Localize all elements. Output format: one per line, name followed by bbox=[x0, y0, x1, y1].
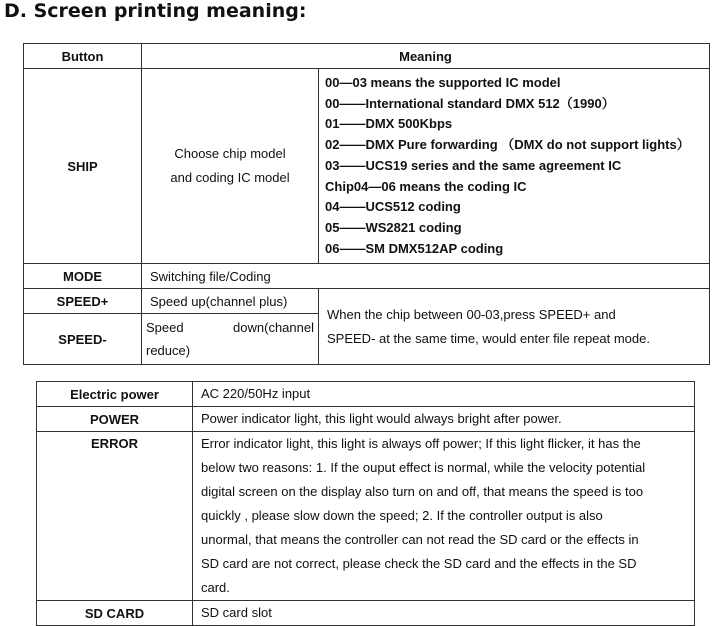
error-line: quickly , please slow down the speed; 2. If the controller output is also bbox=[201, 508, 603, 523]
electric-label: Electric power bbox=[37, 382, 193, 407]
error-line: digital screen on the display also turn on and off, that means the speed is too bbox=[201, 484, 644, 499]
speed-minus-word: Speed bbox=[146, 320, 184, 336]
table-row-error bbox=[37, 432, 695, 601]
ship-desc-line: and coding IC model bbox=[170, 170, 290, 186]
error-line: card. bbox=[201, 580, 230, 595]
speed-plus-label: SPEED+ bbox=[24, 289, 142, 314]
ship-desc-line: Choose chip model bbox=[174, 146, 286, 162]
speed-plus-value: Speed up(channel plus) bbox=[142, 289, 319, 314]
mode-value: Switching file/Coding bbox=[142, 264, 710, 289]
table-row-ship bbox=[24, 69, 710, 264]
power-value: Power indicator light, this light would always bright after power. bbox=[193, 407, 695, 432]
table-row-sdcard bbox=[37, 601, 695, 626]
ship-label: SHIP bbox=[24, 69, 142, 264]
power-label: POWER bbox=[37, 407, 193, 432]
error-label: ERROR bbox=[37, 432, 193, 601]
meaning-line: 02——DMX Pure forwarding （DMX do not support lights） bbox=[325, 137, 690, 153]
ship-meaning bbox=[319, 69, 710, 264]
button-meaning-table bbox=[23, 43, 710, 365]
error-value bbox=[193, 432, 695, 601]
meaning-line: 03——UCS19 series and the same agreement IC bbox=[325, 157, 622, 173]
meaning-line: 00—03 means the supported IC model bbox=[325, 75, 561, 90]
speed-minus-line2: reduce) bbox=[146, 343, 191, 359]
error-line: unormal, that means the controller can not read the SD card or the effects in bbox=[201, 532, 639, 547]
table-row-electric bbox=[37, 382, 695, 407]
ship-description bbox=[142, 69, 319, 264]
table-row-mode bbox=[24, 264, 710, 289]
error-line: Error indicator light, this light is always off power; If this light flicker, it has the bbox=[201, 436, 641, 451]
meaning-line: 06——SM DMX512AP coding bbox=[325, 240, 504, 256]
meaning-line: Chip04—06 means the coding IC bbox=[325, 178, 527, 194]
speed-note bbox=[319, 289, 710, 365]
sdcard-label: SD CARD bbox=[37, 601, 193, 626]
speed-note-line: When the chip between 00-03,press SPEED+ and bbox=[327, 306, 616, 322]
mode-label: MODE bbox=[24, 264, 142, 289]
error-line: SD card are not correct, please check the SD card and the effects in the SD bbox=[201, 556, 637, 571]
header-button: Button bbox=[24, 44, 142, 69]
meaning-line: 04——UCS512 coding bbox=[325, 199, 461, 215]
table-row-power bbox=[37, 407, 695, 432]
indicator-table bbox=[36, 381, 695, 626]
meaning-line: 05——WS2821 coding bbox=[325, 219, 462, 235]
speed-note-line: SPEED- at the same time, would enter file repeat mode. bbox=[327, 330, 650, 346]
header-meaning: Meaning bbox=[142, 44, 710, 69]
speed-minus-value bbox=[142, 314, 319, 365]
meaning-line: 00——International standard DMX 512（1990） bbox=[325, 95, 615, 111]
speed-minus-word: down(channel bbox=[233, 320, 314, 336]
table-row-speed-plus bbox=[24, 289, 710, 314]
speed-minus-line1 bbox=[146, 316, 314, 339]
error-line: below two reasons: 1. If the ouput effect is normal, while the velocity potential bbox=[201, 460, 646, 475]
meaning-line: 01——DMX 500Kbps bbox=[325, 116, 453, 132]
table-header-row bbox=[24, 44, 710, 69]
section-title: D. Screen printing meaning: bbox=[4, 0, 307, 22]
speed-minus-label: SPEED- bbox=[24, 314, 142, 365]
sdcard-value: SD card slot bbox=[193, 601, 695, 626]
electric-value: AC 220/50Hz input bbox=[193, 382, 695, 407]
